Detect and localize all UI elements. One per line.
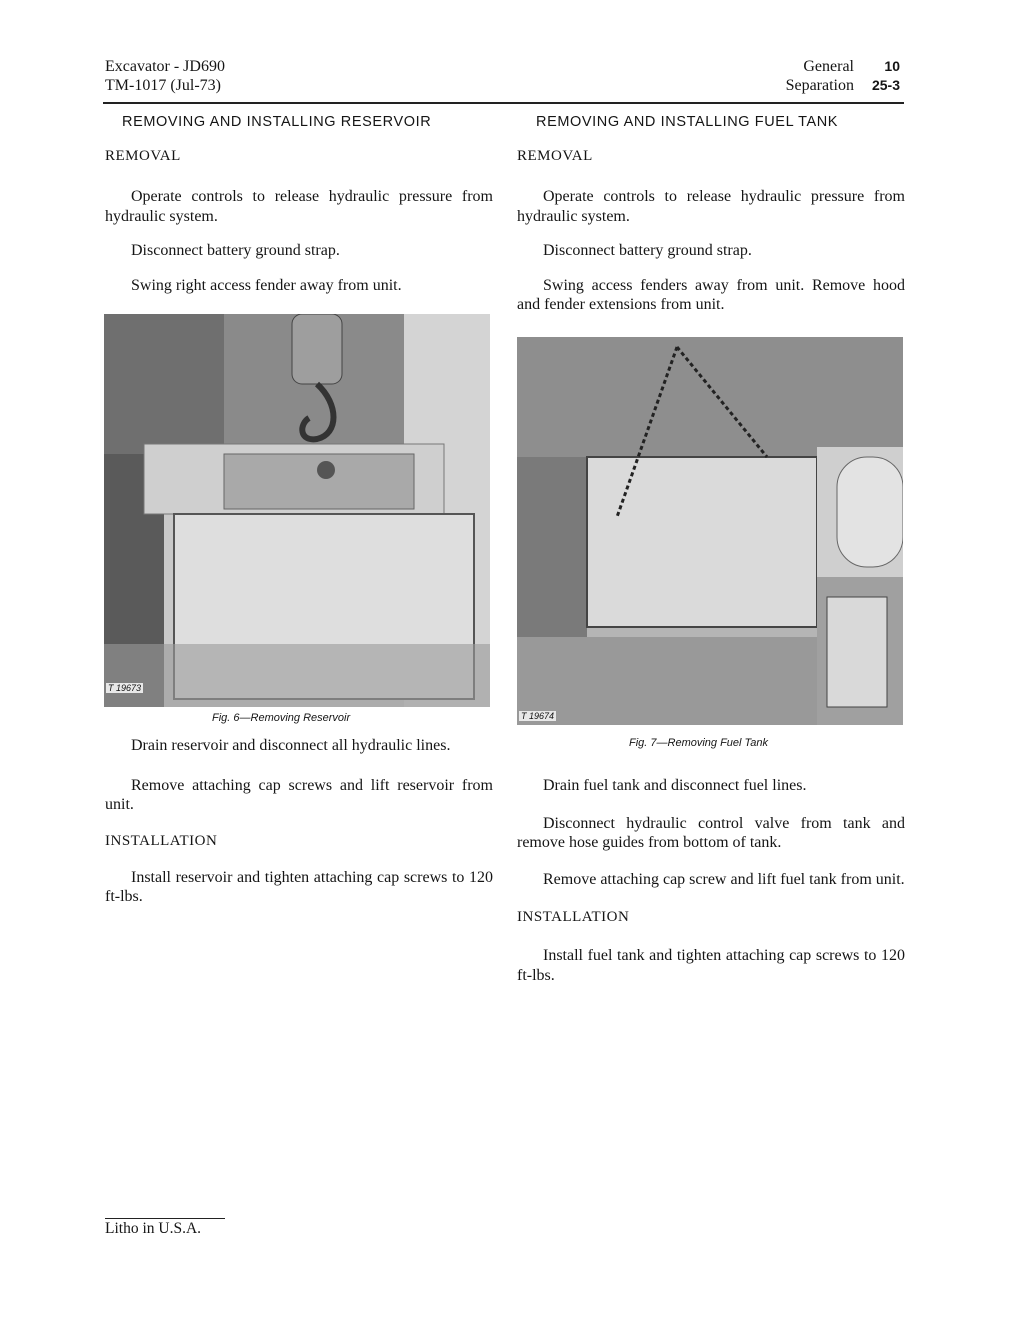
- fuel-tank-installation-heading: INSTALLATION: [517, 909, 630, 925]
- section-name: General 10: [803, 58, 900, 75]
- reservoir-step-3: Swing right access fender away from unit.: [131, 276, 402, 294]
- section-number: 10: [884, 58, 900, 74]
- fuel-tank-photo-illustration: [517, 337, 903, 725]
- reservoir-figure-caption: Fig. 6—Removing Reservoir: [212, 712, 351, 724]
- reservoir-step-4: Drain reservoir and disconnect all hydraulic lines.: [131, 737, 451, 754]
- fuel-tank-step-1: Operate controls to release hydraulic pressure from hydraulic system.: [517, 188, 905, 225]
- reservoir-step-5: Remove attaching cap screws and lift reservoir from unit.: [105, 776, 493, 813]
- fuel-tank-figure-caption: Fig. 7—Removing Fuel Tank: [629, 737, 768, 749]
- header-left: [105, 57, 225, 95]
- fuel-tank-step-5: Disconnect hydraulic control valve from tank and remove hose guides from bottom of tank.: [517, 814, 905, 851]
- reservoir-photo-tag: T 19673: [108, 683, 142, 693]
- reservoir-photo: [104, 314, 490, 707]
- fuel-tank-step-4: Drain fuel tank and disconnect fuel lines.: [543, 777, 807, 794]
- right-column-lower: [517, 776, 905, 985]
- fuel-tank-photo-tag: T 19674: [521, 711, 555, 721]
- reservoir-installation-heading: INSTALLATION: [105, 832, 218, 849]
- footer-text: Litho in U.S.A.: [105, 1220, 202, 1237]
- header-rule: [103, 102, 904, 104]
- group-name: Separation 25-3: [785, 77, 900, 94]
- reservoir-photo-illustration: [104, 314, 490, 707]
- left-column-lower: [105, 736, 493, 907]
- footer-rule: [105, 1218, 225, 1219]
- reservoir-install-step: Install reservoir and tighten attaching cap screws to 120 ft-lbs.: [105, 868, 493, 905]
- manual-code: TM-1017 (Jul-73): [105, 77, 221, 94]
- right-column: [517, 114, 905, 315]
- fuel-tank-install-step: Install fuel tank and tighten attaching cap screws to 120 ft-lbs.: [517, 947, 905, 984]
- reservoir-removal-heading: REMOVAL: [105, 148, 181, 164]
- fuel-tank-step-3: Swing access fenders away from unit. Remove hood and fender extensions from unit.: [517, 276, 905, 313]
- reservoir-title: REMOVING AND INSTALLING RESERVOIR: [122, 114, 432, 130]
- reservoir-step-2: Disconnect battery ground strap.: [131, 242, 340, 259]
- fuel-tank-removal-heading: REMOVAL: [517, 148, 593, 164]
- fuel-tank-step-2: Disconnect battery ground strap.: [543, 242, 752, 259]
- fuel-tank-step-6: Remove attaching cap screw and lift fuel tank from unit.: [543, 870, 905, 888]
- manual-title: Excavator - JD690: [105, 58, 225, 75]
- reservoir-step-1: Operate controls to release hydraulic pressure from hydraulic system.: [105, 188, 493, 225]
- fuel-tank-photo: [517, 337, 903, 725]
- left-column: [105, 114, 493, 295]
- fuel-tank-title: REMOVING AND INSTALLING FUEL TANK: [536, 114, 839, 130]
- page-number: 25-3: [871, 77, 900, 93]
- header-right: [786, 57, 900, 95]
